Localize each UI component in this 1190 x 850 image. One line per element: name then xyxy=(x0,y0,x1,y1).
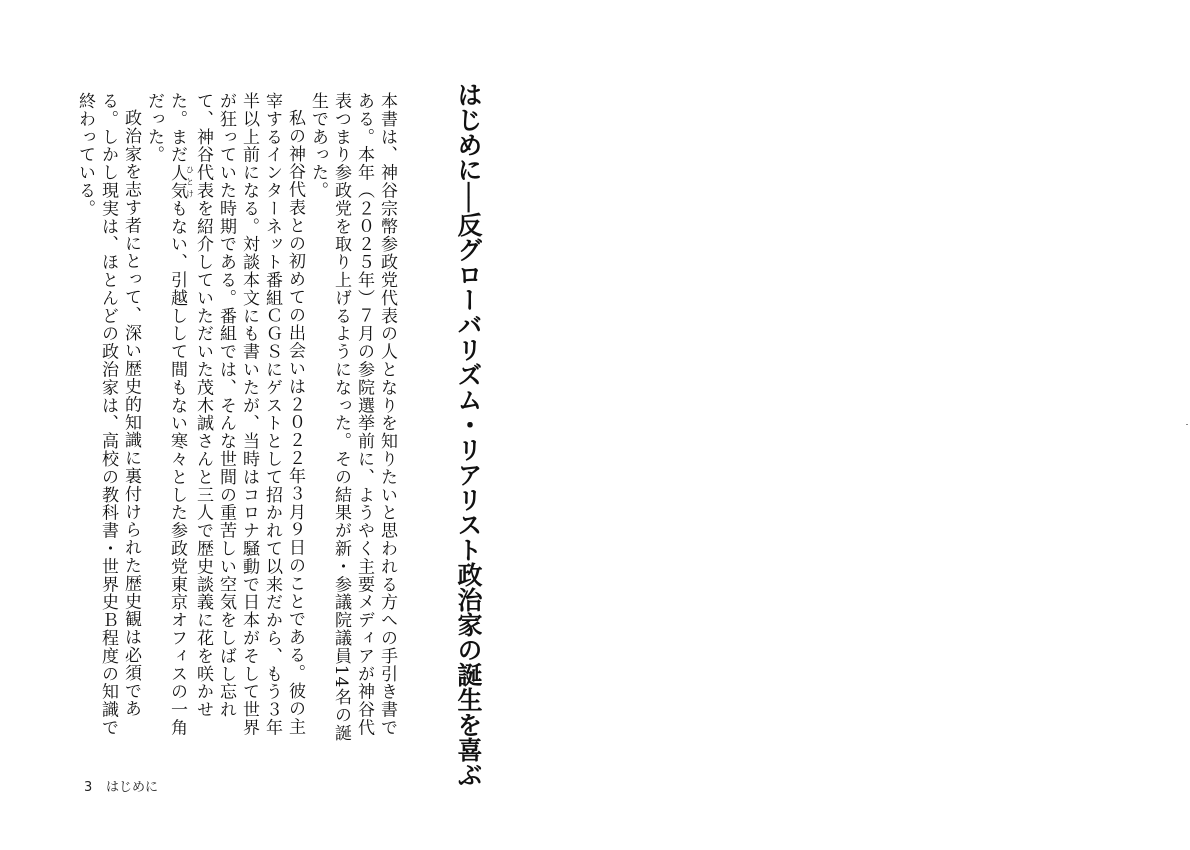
paragraph-3: 政治家を志す者にとって、深い歴史的知識に裏付けられた歴史観は必須である。しかし現実は、ほとんどの政治家は、高校の教科書・世界史Ｂ程度の知識で終わっている。 xyxy=(75,92,141,737)
ruby-base: 人気 xyxy=(167,163,187,200)
edge-mark xyxy=(1186,424,1188,425)
ruby-reading: ひとけ xyxy=(185,163,195,200)
page-number: 3 xyxy=(84,780,93,795)
body-text xyxy=(75,92,398,748)
paragraph-1: 本書は、神谷宗幣参政党代表の人となりを知りたいと思われる方への手引き書である。本年（２０２５年）７月の参院選挙前に、ようやく主要メディアが神谷代表つまり参政党を取り上げるようになった。その結果が新・参議院議員14名の誕生であった。 xyxy=(308,92,397,742)
page-footer xyxy=(84,776,158,795)
ruby-annotation xyxy=(167,163,195,200)
paragraph-2-text: 私の神谷代表との初めての出会いは２０２２年３月９日のことである。彼の主宰するインターネット番組ＣＧＳにゲストとして招かれて以来だから、もう３年半以上前になる。対談本文にも書いたが、当時はコロナ騒動で日本がそして世界が狂っていた時期である。番組では、そんな世間の重苦しい空気をしばし忘れて、神谷代表を紹介していただいた茂木誠さんと三人で歴史談義に花を咲かせた。まだ xyxy=(167,92,305,737)
running-head: はじめに xyxy=(106,780,159,795)
paragraph-2-tail: もない、引越しして間もない寒々とした参政党東京オフィスの一角だった。 xyxy=(144,92,187,737)
paragraph-2 xyxy=(142,92,306,748)
chapter-title: はじめに──反グローバリズム・リアリスト政治家の誕生を喜ぶ xyxy=(454,82,483,788)
